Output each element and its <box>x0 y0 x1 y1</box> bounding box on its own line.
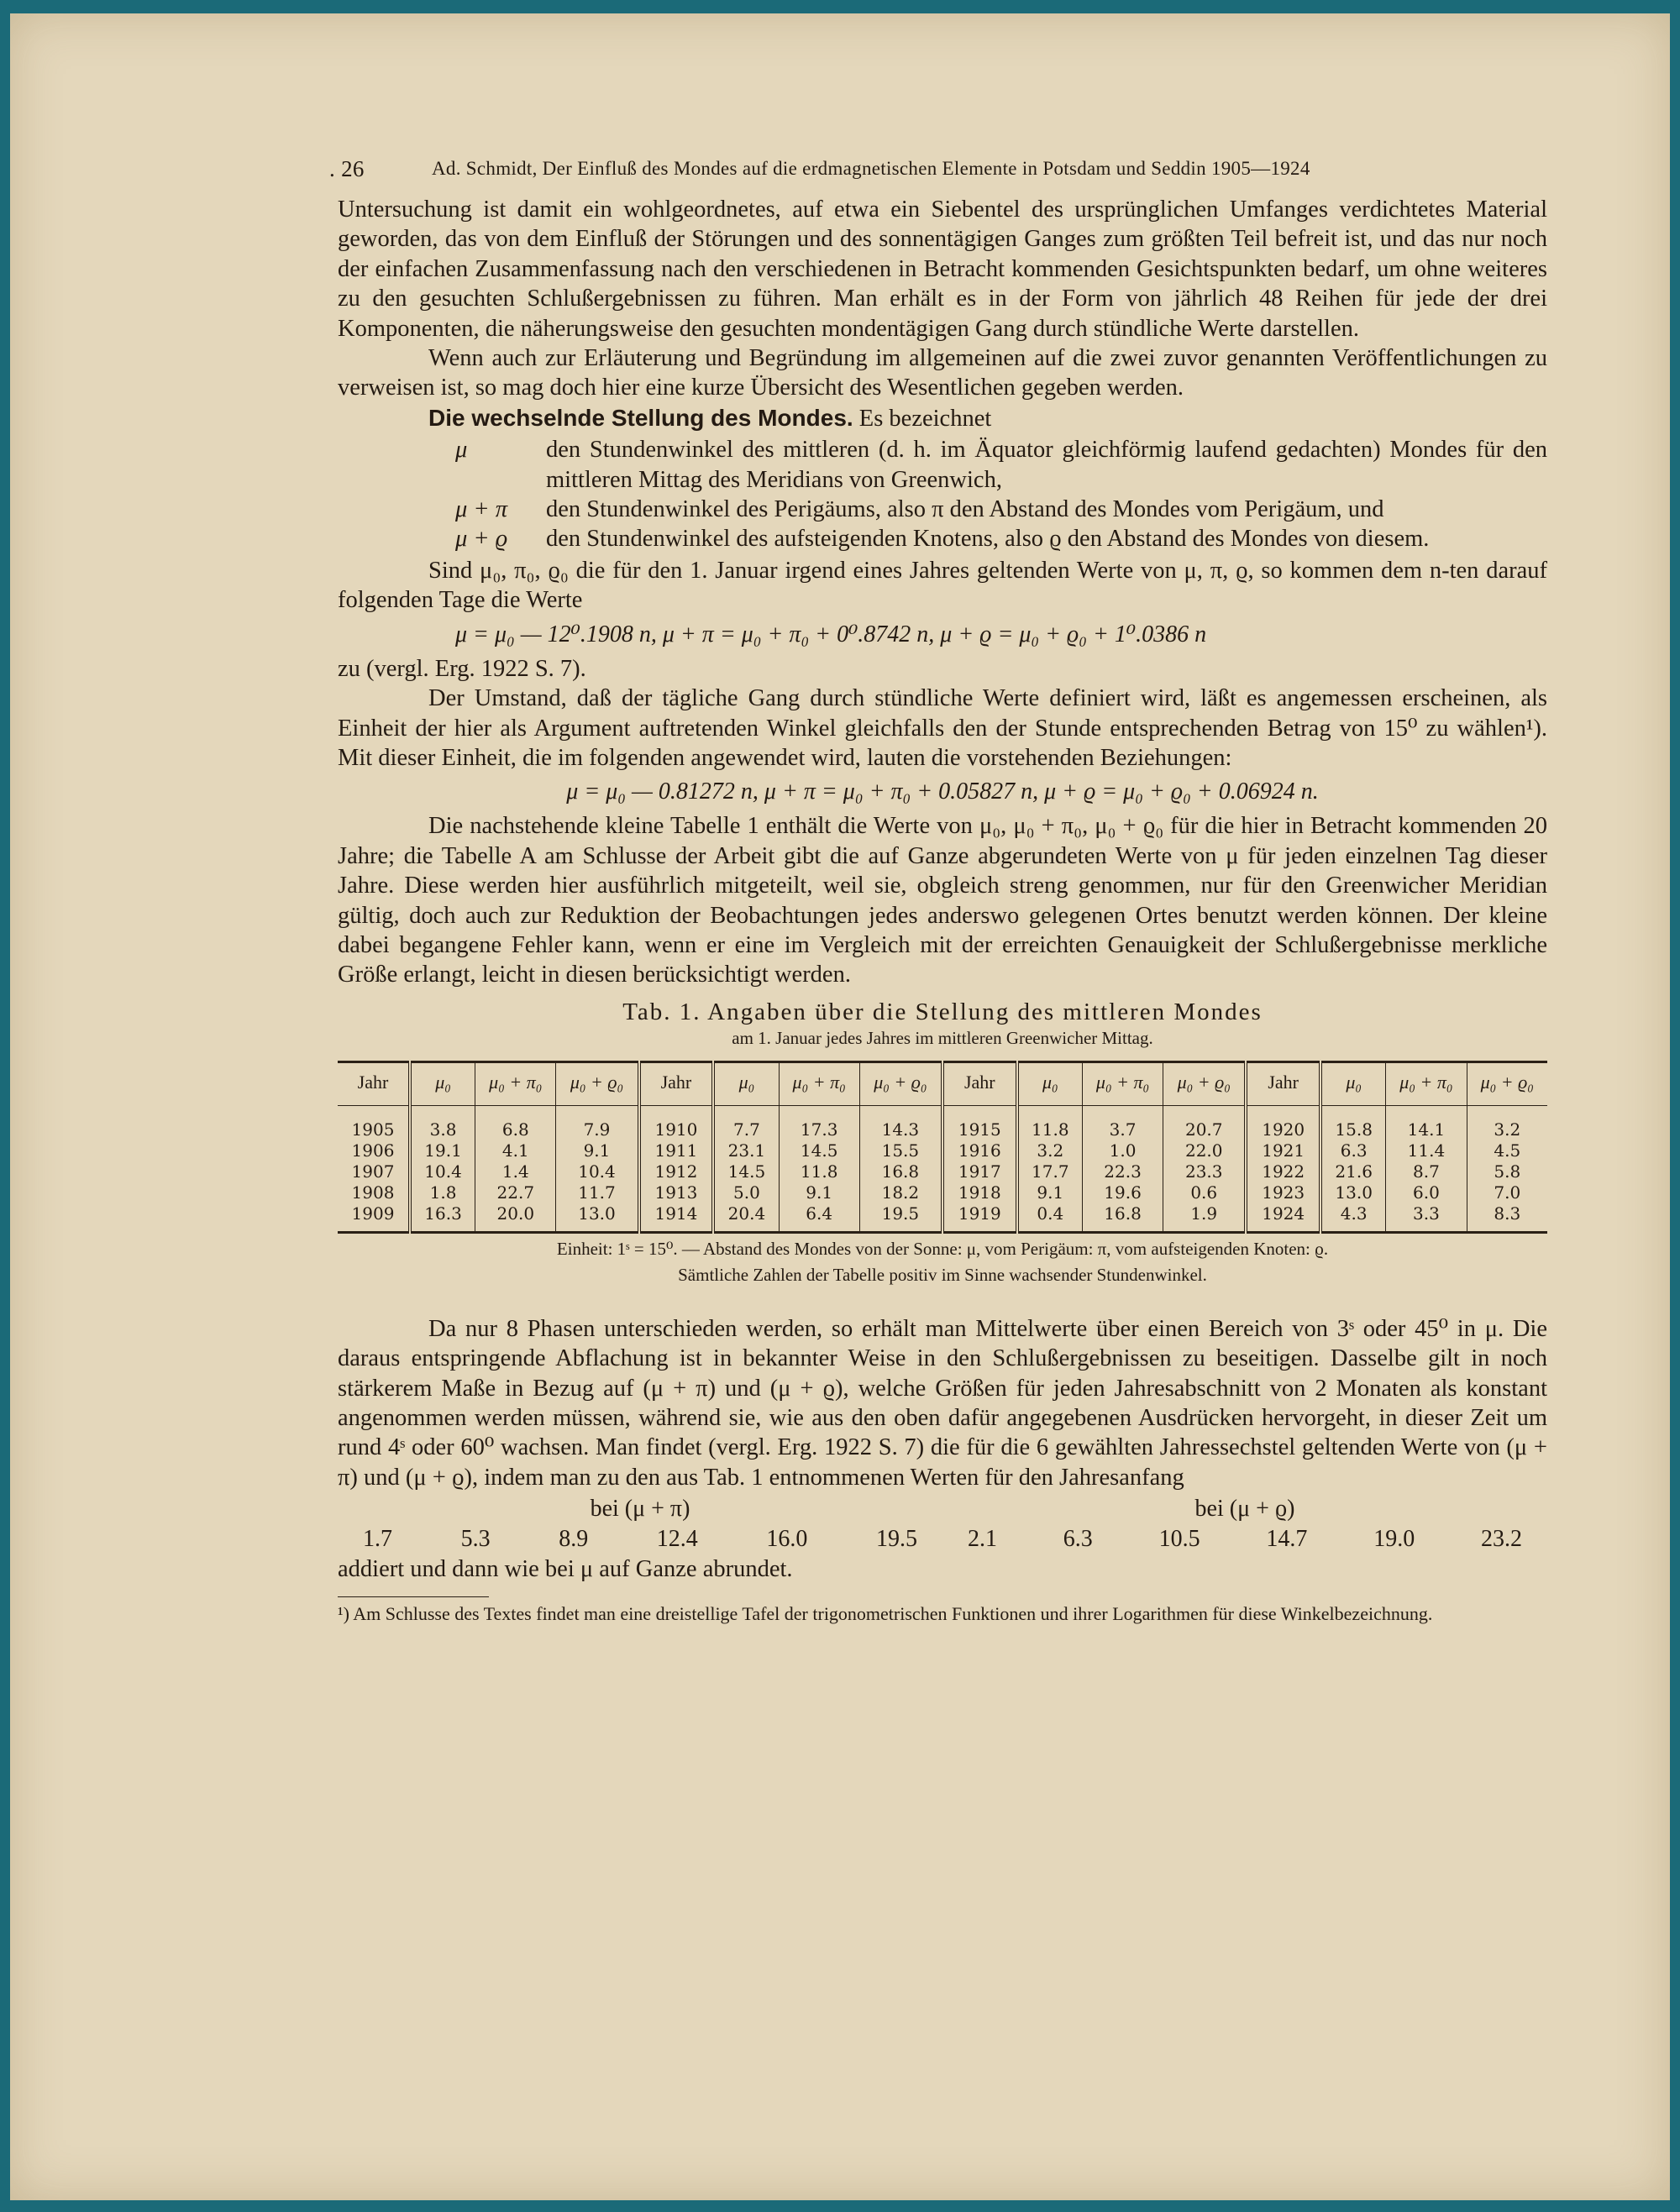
definition-row <box>338 524 1547 553</box>
section-intro: Es bezeichnet <box>858 405 992 432</box>
table-cell-value: 16.8 <box>1082 1203 1163 1233</box>
table-cell-year: 1923 <box>1246 1182 1320 1203</box>
table-note-2: Sämtliche Zahlen der Tabelle positiv im Sinne wachsender Stundenwinkel. <box>678 1264 1207 1285</box>
table-cell-value: 11.4 <box>1386 1140 1467 1161</box>
addition-value: 19.5 <box>875 1526 917 1553</box>
table-cell-value: 4.3 <box>1320 1203 1386 1233</box>
table-row <box>338 1105 1547 1140</box>
col-header-mu0-rho0: μ₀ + ϱ₀ <box>859 1061 942 1105</box>
formula-hours: μ = μ₀ — 0.81272 n, μ + π = μ₀ + π₀ + 0.05827 n, μ + ϱ = μ₀ + ϱ₀ + 0.06924 n. <box>566 778 1319 805</box>
table-cell-value: 3.2 <box>1494 1119 1521 1140</box>
table-cell-value: 4.5 <box>1494 1140 1521 1161</box>
table-cell-value: 3.8 <box>410 1105 475 1140</box>
table-cell-value: 6.0 <box>1386 1182 1467 1203</box>
addition-value: 6.3 <box>1063 1526 1093 1553</box>
formula-degrees: μ = μ₀ — 12⁰.1908 n, μ + π = μ₀ + π₀ + 0⁰.8742 n, μ + ϱ = μ₀ + ϱ₀ + 1⁰.0386 n <box>455 621 1207 647</box>
table-cell-value: 5.8 <box>1494 1161 1521 1182</box>
section-line <box>338 403 1547 433</box>
table-cell-value: 20.7 <box>1163 1105 1247 1140</box>
definition-row <box>338 495 1547 524</box>
col-header-mu0: μ₀ <box>713 1061 779 1105</box>
additions-left <box>338 1494 942 1554</box>
addition-value: 8.9 <box>559 1526 589 1553</box>
table-cell-value: 9.1 <box>779 1182 859 1203</box>
table-cell-value: 7.0 <box>1494 1182 1521 1203</box>
table-cell-year: 1908 <box>338 1182 410 1203</box>
table-cell-year: 1920 <box>1246 1105 1320 1140</box>
table-cell-value: 7.7 <box>713 1105 779 1140</box>
addition-value: 1.7 <box>363 1526 392 1553</box>
addition-value: 16.0 <box>766 1526 808 1553</box>
addition-value: 12.4 <box>656 1526 698 1553</box>
col-header-year: Jahr <box>1246 1061 1320 1105</box>
table-row <box>338 1203 1547 1233</box>
table-cell-value: 18.2 <box>859 1182 942 1203</box>
table-cell-value: 4.1 <box>475 1140 556 1161</box>
table-header-row <box>338 1061 1547 1105</box>
table-cell-value: 5.0 <box>713 1182 779 1203</box>
table-cell-year: 1913 <box>639 1182 714 1203</box>
table-cell-value: 9.1 <box>1017 1182 1083 1203</box>
addition-value: 14.7 <box>1266 1526 1308 1553</box>
table-cell-year: 1909 <box>338 1203 410 1233</box>
addition-value: 5.3 <box>460 1526 491 1553</box>
table-cell-value: 13.0 <box>1320 1182 1386 1203</box>
table-cell-value: 16.8 <box>859 1161 942 1182</box>
table-cell-value: 19.1 <box>410 1140 475 1161</box>
table-cell-value: 11.8 <box>779 1161 859 1182</box>
table-cell-value: 6.4 <box>779 1203 859 1233</box>
table-cell-year: 1918 <box>942 1182 1017 1203</box>
table-cell-value: 7.9 <box>556 1105 639 1140</box>
table-cell-value: 13.0 <box>556 1203 639 1233</box>
table-cell-year: 1924 <box>1246 1203 1320 1233</box>
section-heading: Die wechselnde Stellung des Mondes. <box>428 404 853 431</box>
additions-left-values <box>338 1524 942 1554</box>
table-cell-year: 1907 <box>338 1161 410 1182</box>
table-cell-value: 0.6 <box>1163 1182 1247 1203</box>
table-cell-value: 9.1 <box>556 1140 639 1161</box>
additions-right <box>942 1494 1547 1554</box>
addition-value: 2.1 <box>968 1526 997 1553</box>
table-body <box>338 1105 1547 1232</box>
table-cell-value: 20.4 <box>713 1203 779 1233</box>
table-cell-value: 10.4 <box>410 1161 475 1182</box>
paragraph-3: Sind μ₀, π₀, ϱ₀ die für den 1. Januar irgend eines Jahres geltenden Werte von μ, π, ϱ, so kommen dem n-ten darauf folgenden Tage die Werte <box>338 557 1547 614</box>
table-row <box>338 1182 1547 1203</box>
running-header <box>329 148 1547 195</box>
col-header-mu0: μ₀ <box>1017 1061 1083 1105</box>
table-cell-year: 1916 <box>942 1140 1017 1161</box>
definition-text: den Stundenwinkel des aufsteigenden Knotens, also ϱ den Abstand des Mondes von diesem. <box>546 526 1430 553</box>
paragraph-6: Da nur 8 Phasen unterschieden werden, so erhält man Mittelwerte über einen Bereich von 3ˢ oder 45⁰ in μ. Die daraus entspringende Abflachung ist in bekannter Weise in den Schlußergebnissen zu beseitigen. Dasselbe gilt in noch stärkerem Maße in Bezug auf (μ + π) und (μ + ϱ), welche Größen für jeden Jahresabschnitt von 2 Monaten als konstant angenommen werden müssen, während sie, wie aus den oben dafür angegebenen Ausdrücken hervorgeht, in dieser Zeit um rund 4ˢ oder 60⁰ wachsen. Man findet (vergl. Erg. 1922 S. 7) die für die 6 gewählten Jahressechstel geltenden Werte von (μ + π) und (μ + ϱ), indem man zu den aus Tab. 1 entnommenen Werten für den Jahresanfang <box>338 1315 1547 1491</box>
paragraph-4: Der Umstand, daß der tägliche Gang durch stündliche Werte definiert wird, läßt es angemessen erscheinen, als Einheit der hier als Argument auftretenden Winkel gleichfalls den der Stunde entsprechenden Betrag von 15⁰ zu wählen¹). Mit dieser Einheit, die im folgenden angewendet wird, lauten die vorstehenden Beziehungen: <box>338 685 1547 771</box>
table-cell-value: 14.5 <box>713 1161 779 1182</box>
col-header-mu0-pi0: μ₀ + π₀ <box>475 1061 556 1105</box>
table-cell-value: 10.4 <box>556 1161 639 1182</box>
table-row <box>338 1161 1547 1182</box>
table-cell-year: 1911 <box>639 1140 714 1161</box>
table-cell-year: 1914 <box>639 1203 714 1233</box>
col-header-year: Jahr <box>338 1061 410 1105</box>
additions-right-label: bei (μ + ϱ) <box>1194 1496 1295 1523</box>
definition-symbol: μ + π <box>455 496 508 523</box>
table-cell-year: 1910 <box>639 1105 714 1140</box>
definition-text: den Stundenwinkel des mittleren (d. h. im Äquator gleichförmig laufend gedachten) Mondes für den mittleren Mittag des Meridians von Greenwich, <box>546 437 1547 493</box>
table-cell-value: 1.9 <box>1163 1203 1247 1233</box>
table-cell-value: 1.4 <box>475 1161 556 1182</box>
table-cell-value: 11.8 <box>1017 1105 1083 1140</box>
col-header-mu0: μ₀ <box>410 1061 475 1105</box>
running-title: Ad. Schmidt, Der Einfluß des Mondes auf die erdmagnetischen Elemente in Potsdam und Seddin 1905—1924 <box>432 158 1310 179</box>
table-cell-value: 19.5 <box>859 1203 942 1233</box>
table-cell-value: 15.5 <box>859 1140 942 1161</box>
paragraph-1: Untersuchung ist damit ein wohlgeordnetes, auf etwa ein Siebentel des ursprünglichen Umfanges verdichtetes Material geworden, das von dem Einfluß der Störungen und des sonnentägigen Ganges zum größten Teil befreit ist, und das nur noch der einfachen Zusammenfassung nach den verschiedenen in Betracht kommenden Gesichtspunkten bedarf, um ohne weiteres zu den gesuchten Schlußergebnissen zu führen. Man erhält es in der Form von jährlich 48 Reihen für jede der drei Komponenten, die näherungsweise den gesuchten mondentägigen Gang durch stündliche Werte darstellen. <box>338 197 1547 342</box>
table-cell-value: 17.3 <box>779 1105 859 1140</box>
table-cell-value: 23.1 <box>713 1140 779 1161</box>
col-header-mu0-pi0: μ₀ + π₀ <box>1082 1061 1163 1105</box>
table-cell-value: 20.0 <box>475 1203 556 1233</box>
moon-position-table <box>338 1061 1547 1234</box>
table-cell-value: 22.7 <box>475 1182 556 1203</box>
additions-left-label: bei (μ + π) <box>590 1496 690 1523</box>
table-cell-value: 14.3 <box>859 1105 942 1140</box>
table-cell-value: 3.2 <box>1017 1140 1083 1161</box>
table-cell-value: 1.8 <box>410 1182 475 1203</box>
col-header-year: Jahr <box>942 1061 1017 1105</box>
page-number: . 26 <box>329 156 365 181</box>
col-header-mu0-pi0: μ₀ + π₀ <box>1386 1061 1467 1105</box>
col-header-mu0: μ₀ <box>1320 1061 1386 1105</box>
table-cell-value: 17.7 <box>1017 1161 1083 1182</box>
table-cell-value: 6.8 <box>475 1105 556 1140</box>
table-cell-value: 1.0 <box>1082 1140 1163 1161</box>
definition-row <box>338 435 1547 495</box>
col-header-mu0-pi0: μ₀ + π₀ <box>779 1061 859 1105</box>
definition-text: den Stundenwinkel des Perigäums, also π den Abstand des Mondes vom Perigäum, und <box>546 496 1384 523</box>
table-cell-year: 1921 <box>1246 1140 1320 1161</box>
paragraph-7: addiert und dann wie bei μ auf Ganze abrundet. <box>338 1556 793 1583</box>
col-header-mu0-rho0: μ₀ + ϱ₀ <box>556 1061 639 1105</box>
addition-value: 19.0 <box>1373 1526 1415 1553</box>
table-cell-value: 6.3 <box>1320 1140 1386 1161</box>
col-header-mu0-rho0: μ₀ + ϱ₀ <box>1163 1061 1247 1105</box>
table-note-1: Einheit: 1ˢ = 15⁰. — Abstand des Mondes von der Sonne: μ, vom Perigäum: π, vom aufsteigenden Knoten: ϱ. <box>556 1238 1329 1259</box>
table-cell-year: 1922 <box>1246 1161 1320 1182</box>
table-cell-value: 14.5 <box>779 1140 859 1161</box>
definition-symbol: μ <box>455 437 468 464</box>
table-cell-value: 23.3 <box>1163 1161 1247 1182</box>
table-cell-value: 8.3 <box>1494 1203 1521 1224</box>
table-subcaption: am 1. Januar jedes Jahres im mittleren Greenwicher Mittag. <box>732 1027 1153 1048</box>
col-header-mu0-rho0: μ₀ + ϱ₀ <box>1467 1061 1547 1105</box>
paragraph-3-reference: zu (vergl. Erg. 1922 S. 7). <box>338 655 586 682</box>
col-header-year: Jahr <box>639 1061 714 1105</box>
table-cell-year: 1905 <box>338 1105 410 1140</box>
table-cell-value: 16.3 <box>410 1203 475 1233</box>
table-cell-value: 14.1 <box>1386 1105 1467 1140</box>
footnote-rule <box>338 1596 489 1597</box>
table-cell-value: 15.8 <box>1320 1105 1386 1140</box>
table-cell-value: 19.6 <box>1082 1182 1163 1203</box>
table-cell-year: 1919 <box>942 1203 1017 1233</box>
table-cell-value: 22.0 <box>1163 1140 1247 1161</box>
table-cell-value: 21.6 <box>1320 1161 1386 1182</box>
table-cell-value: 0.4 <box>1017 1203 1083 1233</box>
scanned-page <box>10 13 1670 2200</box>
table-cell-year: 1906 <box>338 1140 410 1161</box>
additions-block <box>338 1494 1547 1554</box>
table-cell-year: 1912 <box>639 1161 714 1182</box>
table-cell-year: 1917 <box>942 1161 1017 1182</box>
addition-value: 10.5 <box>1158 1526 1200 1553</box>
table-cell-value: 8.7 <box>1386 1161 1467 1182</box>
page-content <box>329 148 1547 1625</box>
definition-symbol: μ + ϱ <box>455 526 508 553</box>
table-row <box>338 1140 1547 1161</box>
table-cell-value: 11.7 <box>556 1182 639 1203</box>
definition-list <box>338 435 1547 554</box>
paragraph-2: Wenn auch zur Erläuterung und Begründung im allgemeinen auf die zwei zuvor genannten Veröffentlichungen zu verweisen ist, so mag doch hier eine kurze Übersicht des Wesentlichen gegeben werden. <box>338 345 1547 401</box>
paragraph-5: Die nachstehende kleine Tabelle 1 enthält die Werte von μ₀, μ₀ + π₀, μ₀ + ϱ₀ für die hier in Betracht kommenden 20 Jahre; die Tabelle A am Schlusse der Arbeit gibt die auf Ganze abgerundeten Werte von μ für jeden einzelnen Tag dieser Jahre. Diese werden hier ausführlich mitgeteilt, weil sie, obgleich streng genommen, nur für den Greenwicher Meridian gültig, doch auch zur Reduktion der Beobachtungen jedes anderswo gelegenen Ortes benutzt werden können. Der kleine dabei begangene Fehler kann, wenn er eine im Vergleich mit der erreichten Genauigkeit der Schlußergebnisse merkliche Größe erlangt, leicht in diesen berücksichtigt werden. <box>338 813 1547 988</box>
table-cell-value: 3.7 <box>1082 1105 1163 1140</box>
table-cell-year: 1915 <box>942 1105 1017 1140</box>
footnote: ¹) Am Schlusse des Textes findet man eine dreistellige Tafel der trigonometrischen Funktionen und ihrer Logarithmen für diese Winkelbezeichnung. <box>338 1602 1433 1624</box>
additions-right-values <box>942 1524 1547 1554</box>
addition-value: 23.2 <box>1480 1526 1522 1553</box>
table-caption: Tab. 1. Angaben über die Stellung des mittleren Mondes <box>622 998 1263 1025</box>
table-cell-value: 22.3 <box>1082 1161 1163 1182</box>
table-cell-value: 3.3 <box>1386 1203 1467 1233</box>
